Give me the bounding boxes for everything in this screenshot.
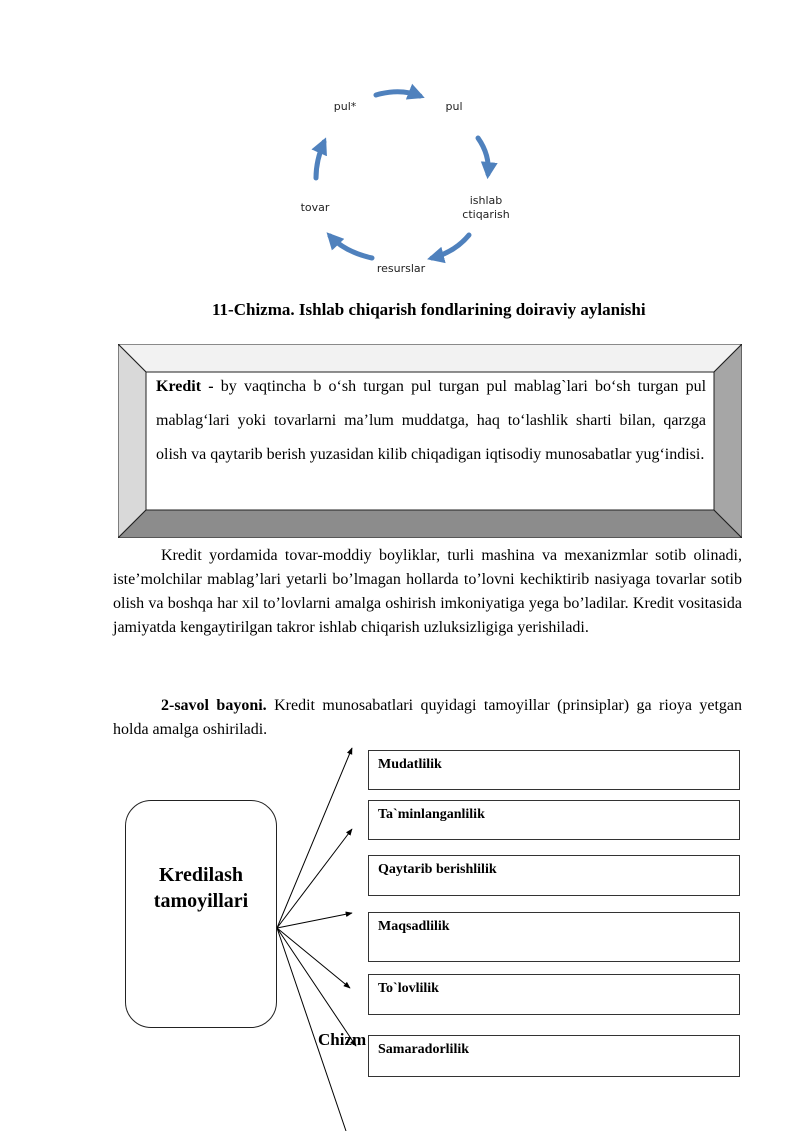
cycle-label-pul: pul	[445, 100, 463, 113]
principle-label: To`lovlilik	[378, 981, 439, 996]
cycle-label-tovar: tovar	[300, 201, 330, 214]
arrow-to-tolovlilik	[277, 928, 356, 1046]
principles-root-label: Kredilash tamoyillari	[153, 864, 249, 912]
cycle-label-ishlab: ishlab ctiqarish	[462, 194, 510, 221]
arrow-to-qaytarib	[277, 913, 352, 928]
principle-label: Samaradorlilik	[378, 1042, 470, 1057]
principle-box	[368, 800, 740, 840]
principle-box	[368, 855, 740, 896]
caption-fragment: Chizm	[318, 1030, 367, 1049]
definition-term: Kredit -	[156, 378, 214, 395]
arrow-to-taminlanganlilik	[277, 829, 352, 928]
cycle-label-pul-star: pul*	[333, 100, 357, 113]
principle-box	[368, 974, 740, 1015]
principle-box	[368, 750, 740, 790]
arrow-to-maqsadlilik	[277, 928, 350, 988]
principle-label: Mudatlilik	[378, 757, 442, 772]
principles-root-box	[125, 800, 277, 1028]
arrow-to-mudatlilik	[277, 748, 352, 928]
question-2-text: Kredit munosabatlari quyidagi tamoyillar (prinsiplar) ga rioya yetgan holda amalga oshiriladi.	[113, 697, 743, 738]
principle-box	[368, 1035, 740, 1077]
principle-label: Maqsadlilik	[378, 919, 450, 934]
question-2-label: 2-savol bayoni.	[161, 697, 267, 714]
principle-label: Qaytarib berishlilik	[378, 862, 497, 877]
figure-caption-11: 11-Chizma. Ishlab chiqarish fondlarining doiraviy aylanishi	[212, 300, 646, 319]
principle-label: Ta`minlanganlilik	[378, 807, 485, 822]
definition-body: by vaqtincha b o‘sh turgan pul turgan pul mablag`lari bo‘sh turgan pul mablag‘lari yoki tovarlarni ma’lum muddatga, haq to‘lashlik sharti bilan, qarzga olish va qaytarib berish yuzasidan kilib chiqadigan iqtisodiy munosabatlar yug‘indisi.	[156, 378, 707, 463]
cycle-label-resurslar: resurslar	[376, 262, 426, 275]
paragraph-kredit: Kredit yordamida tovar-moddiy boyliklar, turli mashina va mexanizmlar sotib olinadi, iste’molchilar mablag’lari yetarli bo’lmagan hollarda to’lovni kechiktirib nasiyaga tovarlar sotib olish va boshqa har xil to’lovlarni amalga oshirish imkoniyatiga yega bo’ladilar. Kredit vositasida jamiyatda kengaytirilgan takror ishlab chiqarish uzluksizligiga yerishiladi.	[113, 547, 742, 636]
principle-box	[368, 912, 740, 962]
